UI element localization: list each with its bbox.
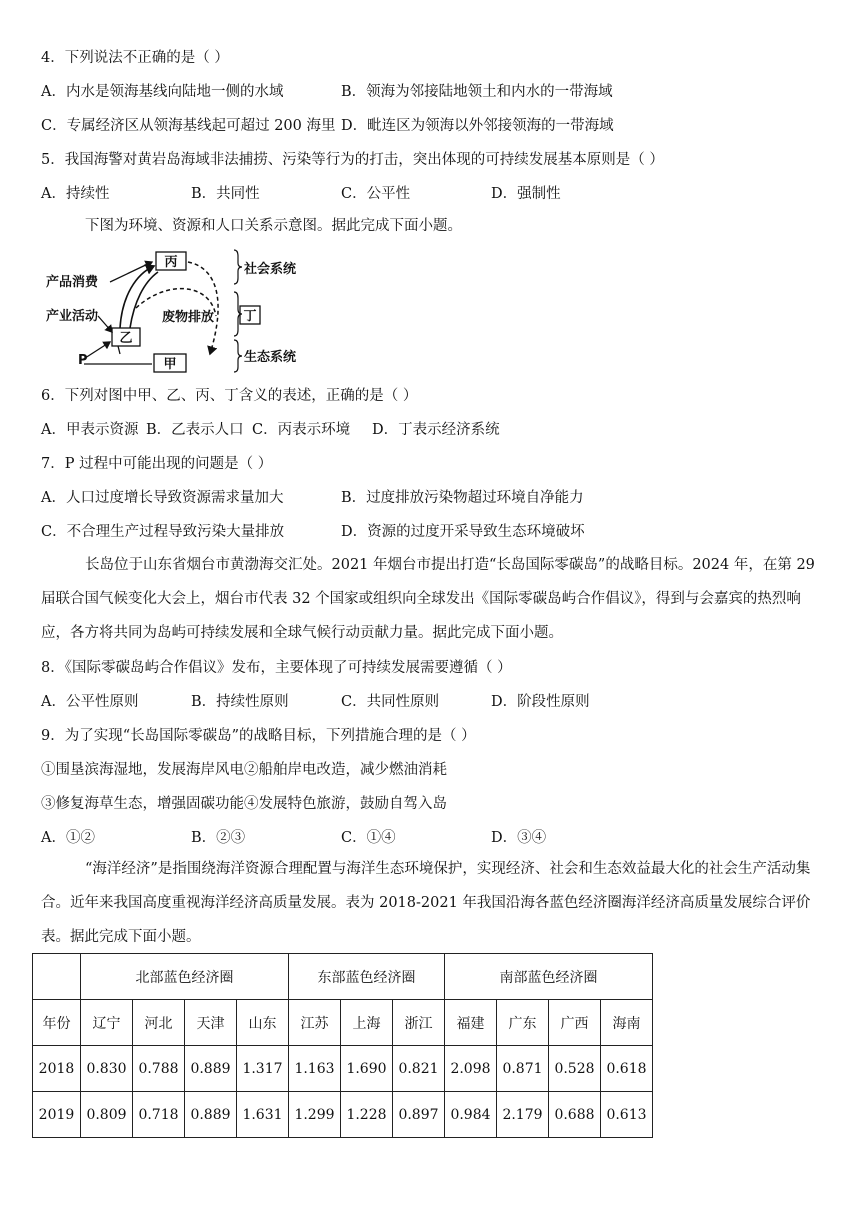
q8-option-d: D．阶段性原则: [491, 694, 590, 710]
province-header: 江苏: [289, 1000, 341, 1046]
value-cell: 1.631: [237, 1092, 289, 1138]
group-south: 南部蓝色经济圈: [445, 954, 653, 1000]
value-cell: 0.830: [81, 1046, 133, 1092]
q6-option-b: B．乙表示人口: [146, 422, 244, 438]
table-row: [33, 1046, 653, 1092]
q8-option-b: B．持续性原则: [191, 694, 289, 710]
province-header: 上海: [341, 1000, 393, 1046]
label-product-consumption: 产品消费: [46, 275, 99, 290]
province-header: 山东: [237, 1000, 289, 1046]
year-cell: 2018: [33, 1046, 81, 1092]
province-header: 浙江: [393, 1000, 445, 1046]
q5-option-a: A．持续性: [41, 186, 110, 202]
q7-option-b: B．过度排放污染物超过环境自净能力: [341, 490, 584, 506]
q8-option-c: C．共同性原则: [341, 694, 440, 710]
value-cell: 0.821: [393, 1046, 445, 1092]
box-yi-label: 乙: [119, 331, 133, 346]
table-province-header-row: [33, 1000, 653, 1046]
q5-option-b: B．共同性: [191, 186, 260, 202]
q6-stem: 6．下列对图中甲、乙、丙、丁含义的表述，正确的是（ ）: [41, 388, 418, 404]
q4-option-a: A．内水是领海基线向陆地一侧的水域: [41, 84, 284, 100]
q5-option-d: D．强制性: [491, 186, 561, 202]
label-waste-discharge: 废物排放: [162, 310, 215, 325]
year-cell: 2019: [33, 1092, 81, 1138]
q9-stem: 9．为了实现“长岛国际零碳岛”的战略目标，下列措施合理的是（ ）: [41, 728, 476, 744]
label-p: P: [78, 353, 88, 368]
q9-option-d: D．③④: [491, 830, 547, 846]
q6-option-d: D．丁表示经济系统: [372, 422, 500, 438]
value-cell: 0.897: [393, 1092, 445, 1138]
q9-measures-line1: ①围垦滨海湿地，发展海岸风电②船舶岸电改造，减少燃油消耗: [41, 762, 447, 778]
province-header: 海南: [601, 1000, 653, 1046]
table-corner-cell: [33, 954, 81, 1000]
box-jia-label: 甲: [163, 357, 177, 372]
value-cell: 0.889: [185, 1046, 237, 1092]
q9-option-c: C．①④: [341, 830, 396, 846]
q4-option-d: D．毗连区为领海以外邻接领海的一带海域: [341, 118, 614, 134]
value-cell: 0.688: [549, 1092, 601, 1138]
q5-option-c: C．公平性: [341, 186, 411, 202]
value-cell: 2.179: [497, 1092, 549, 1138]
value-cell: 0.809: [81, 1092, 133, 1138]
province-header: 辽宁: [81, 1000, 133, 1046]
value-cell: 2.098: [445, 1046, 497, 1092]
province-header: 天津: [185, 1000, 237, 1046]
q9-option-b: B．②③: [191, 830, 246, 846]
group-east: 东部蓝色经济圈: [289, 954, 445, 1000]
q4-option-c: C．专属经济区从领海基线起可超过 200 海里: [41, 118, 336, 134]
intro-changdao: 长岛位于山东省烟台市黄渤海交汇处。2021 年烟台市提出打造“长岛国际零碳岛”的战略目标。2024 年，在第 29 届联合国气候变化大会上，烟台市代表 32 个国家或组织向全球发出《国际零碳岛屿合作倡议》，得到与会嘉宾的热烈响应，各方将共同为岛屿可持续发展和全球气候行动贡献力量。据此完成下面小题。: [41, 557, 815, 641]
value-cell: 0.528: [549, 1046, 601, 1092]
province-header: 河北: [133, 1000, 185, 1046]
box-ding-label: 丁: [243, 309, 257, 324]
q4-stem: 4．下列说法不正确的是（ ）: [41, 50, 229, 66]
value-cell: 1.299: [289, 1092, 341, 1138]
group-north: 北部蓝色经济圈: [81, 954, 289, 1000]
intro-marine-economy: “海洋经济”是指围绕海洋资源合理配置与海洋生态环境保护，实现经济、社会和生态效益最大化的社会生产活动集合。近年来我国高度重视海洋经济高质量发展。表为 2018-2021 年我国沿海各蓝色经济圈海洋经济高质量发展综合评价表。据此完成下面小题。: [41, 861, 811, 945]
marine-economy-table: [32, 953, 653, 1138]
q9-option-a: A．①②: [41, 830, 95, 846]
relationship-diagram: [40, 246, 320, 376]
q7-option-c: C．不合理生产过程导致污染大量排放: [41, 524, 285, 540]
value-cell: 1.690: [341, 1046, 393, 1092]
q4-option-b: B．领海为邻接陆地领土和内水的一带海域: [341, 84, 613, 100]
q9-measures-line2: ③修复海草生态，增强固碳功能④发展特色旅游，鼓励自驾入岛: [41, 796, 447, 812]
label-industry-activity: 产业活动: [46, 309, 99, 324]
q8-stem: 8．《国际零碳岛屿合作倡议》发布，主要体现了可持续发展需要遵循（ ）: [41, 660, 512, 676]
value-cell: 0.788: [133, 1046, 185, 1092]
value-cell: 0.889: [185, 1092, 237, 1138]
q7-option-a: A．人口过度增长导致资源需求量加大: [41, 490, 284, 506]
q7-stem: 7．P 过程中可能出现的问题是（ ）: [41, 456, 273, 472]
province-header: 广西: [549, 1000, 601, 1046]
q6-option-c: C．丙表示环境: [252, 422, 351, 438]
value-cell: 0.618: [601, 1046, 653, 1092]
value-cell: 1.228: [341, 1092, 393, 1138]
label-social-system: 社会系统: [244, 262, 297, 277]
q7-option-d: D．资源的过度开采导致生态环境破坏: [341, 524, 585, 540]
province-header: 广东: [497, 1000, 549, 1046]
value-cell: 0.718: [133, 1092, 185, 1138]
value-cell: 1.163: [289, 1046, 341, 1092]
year-header: 年份: [33, 1000, 81, 1046]
table-row: [33, 1092, 653, 1138]
q8-option-a: A．公平性原则: [41, 694, 139, 710]
value-cell: 0.871: [497, 1046, 549, 1092]
intro-diagram: 下图为环境、资源和人口关系示意图。据此完成下面小题。: [85, 218, 462, 234]
q5-stem: 5．我国海警对黄岩岛海域非法捕捞、污染等行为的打击，突出体现的可持续发展基本原则是（ ）: [41, 152, 664, 168]
q6-option-a: A．甲表示资源: [41, 422, 139, 438]
province-header: 福建: [445, 1000, 497, 1046]
value-cell: 1.317: [237, 1046, 289, 1092]
label-eco-system: 生态系统: [244, 350, 297, 365]
value-cell: 0.613: [601, 1092, 653, 1138]
box-bing-label: 丙: [164, 255, 178, 270]
value-cell: 0.984: [445, 1092, 497, 1138]
table-group-header-row: [33, 954, 653, 1000]
